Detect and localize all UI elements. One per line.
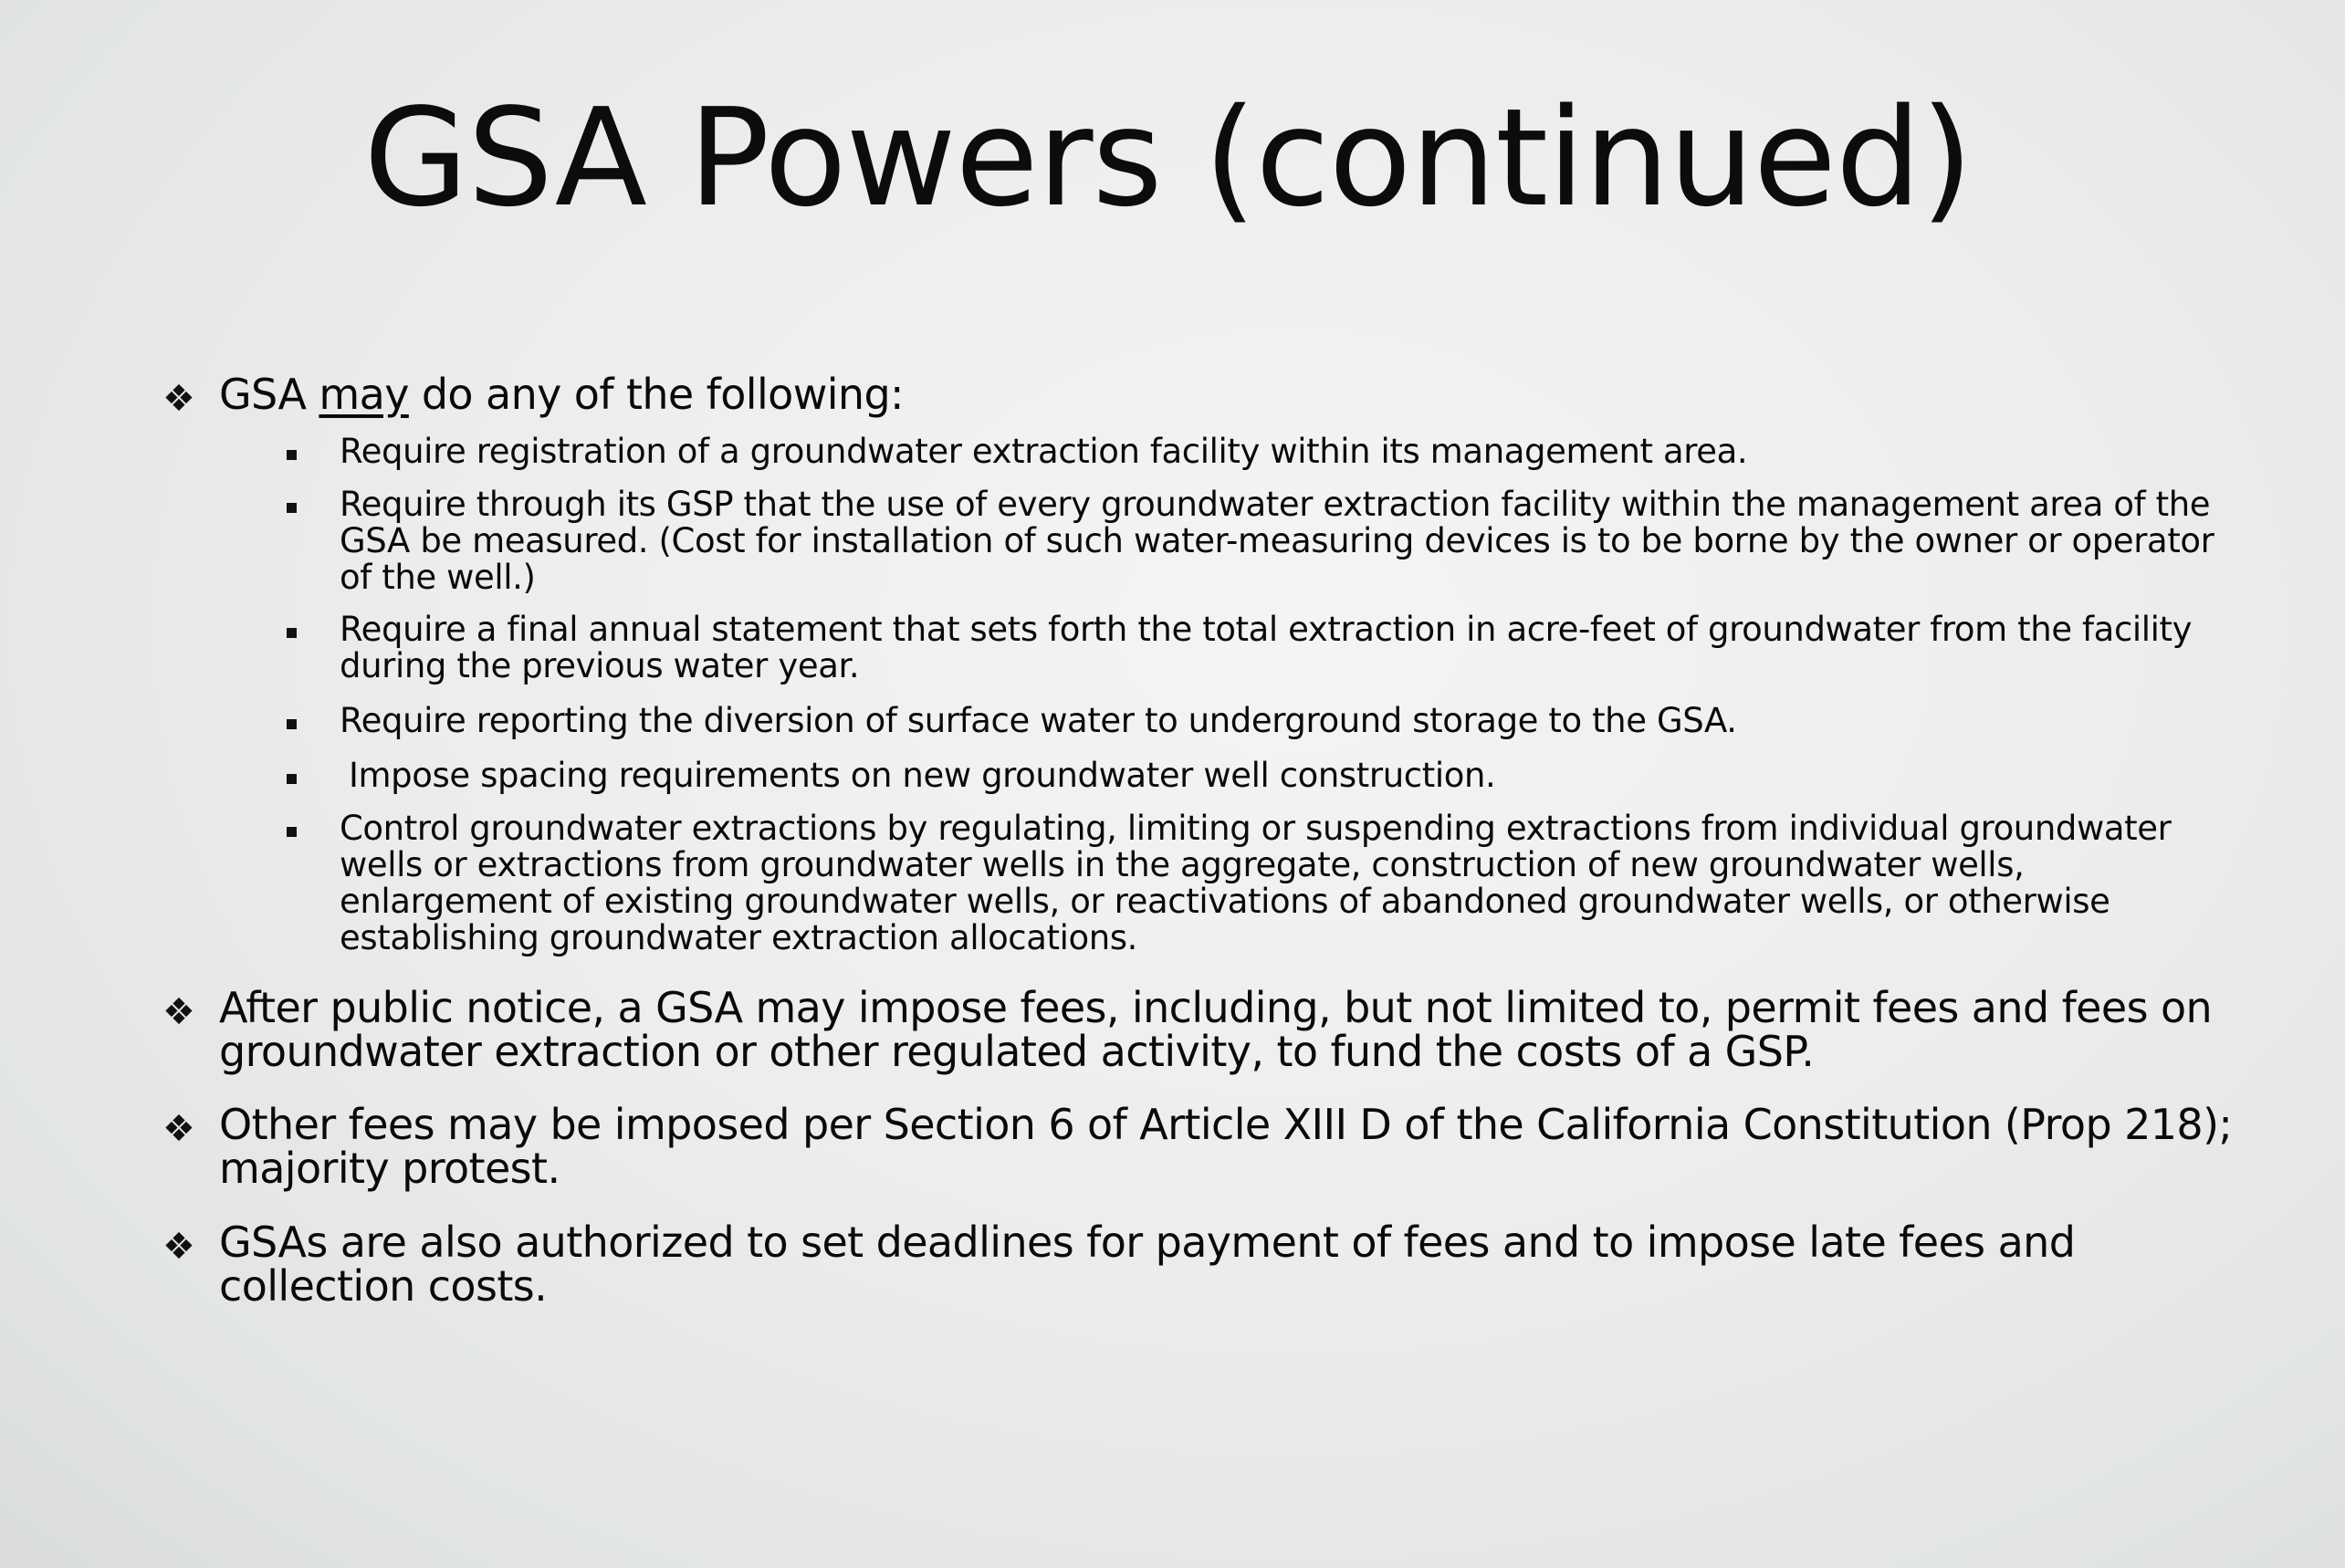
square-bullet-icon	[285, 703, 340, 739]
bullet-text	[219, 370, 2273, 419]
bullet-deadlines	[162, 1218, 2273, 1311]
bullet-gsa-may	[162, 372, 2273, 422]
sub-item-text: Control groundwater extractions by regulating, limiting or suspending extractions from individual groundwater wells or extractions from groundwater wells in the aggregate, construction of new groundwater wells, enlargement of existing groundwater wells, or reactivations of abandoned groundwater wells, or otherwise establishing groundwater extraction allocations.	[340, 809, 2172, 957]
sub-item-text: Require through its GSP that the use of every groundwater extraction facility within the management area of the GSA be measured. (Cost for installation of such water-measuring devices is to be borne by the owner or operator of the well.)	[340, 485, 2214, 597]
slide-title-text: GSA Powers (continued)	[363, 79, 1973, 236]
bullet-text: Other fees may be imposed per Section 6 of Article XIII D of the California Constitution (Prop 218); majority protest.	[219, 1100, 2233, 1193]
bullet-text: After public notice, a GSA may impose fees, including, but not limited to, permit fees and fees on groundwater extraction or other regulated activity, to fund the costs of a GSP.	[219, 983, 2213, 1076]
diamond-bullet-icon: ❖	[162, 1226, 195, 1268]
slide-title	[0, 80, 2345, 235]
sub-item-annual-statement	[285, 612, 2220, 685]
square-bullet-icon	[285, 810, 340, 847]
sub-item-text: Impose spacing requirements on new groundwater well construction.	[349, 756, 1496, 795]
square-bullet-icon	[285, 612, 340, 648]
sub-item-registration	[285, 434, 2220, 470]
sub-item-spacing	[285, 758, 2229, 794]
bullet-prefix: GSA	[219, 370, 319, 419]
sub-item-measurement	[285, 486, 2220, 596]
diamond-bullet-icon: ❖	[162, 378, 195, 420]
bullet-other-fees	[162, 1100, 2273, 1193]
diamond-bullet-icon: ❖	[162, 991, 195, 1033]
square-bullet-icon	[285, 758, 340, 794]
sub-item-text: Require reporting the diversion of surface water to underground storage to the GSA.	[340, 701, 1737, 740]
bullet-emphasis: may	[319, 370, 409, 419]
sub-item-diversion-reporting	[285, 703, 2220, 739]
sub-item-control-extractions	[285, 810, 2220, 956]
sub-item-text: Require registration of a groundwater extraction facility within its management area.	[340, 432, 1748, 471]
bullet-suffix: do any of the following:	[408, 370, 904, 419]
bullet-public-notice-fees	[162, 983, 2273, 1076]
square-bullet-icon	[285, 434, 340, 470]
bullet-text: GSAs are also authorized to set deadlines for payment of fees and to impose late fees and collection costs.	[219, 1218, 2076, 1311]
sub-item-text: Require a final annual statement that sets forth the total extraction in acre-feet of groundwater from the facility during the previous water year.	[340, 610, 2193, 685]
square-bullet-icon	[285, 486, 340, 523]
diamond-bullet-icon: ❖	[162, 1108, 195, 1150]
